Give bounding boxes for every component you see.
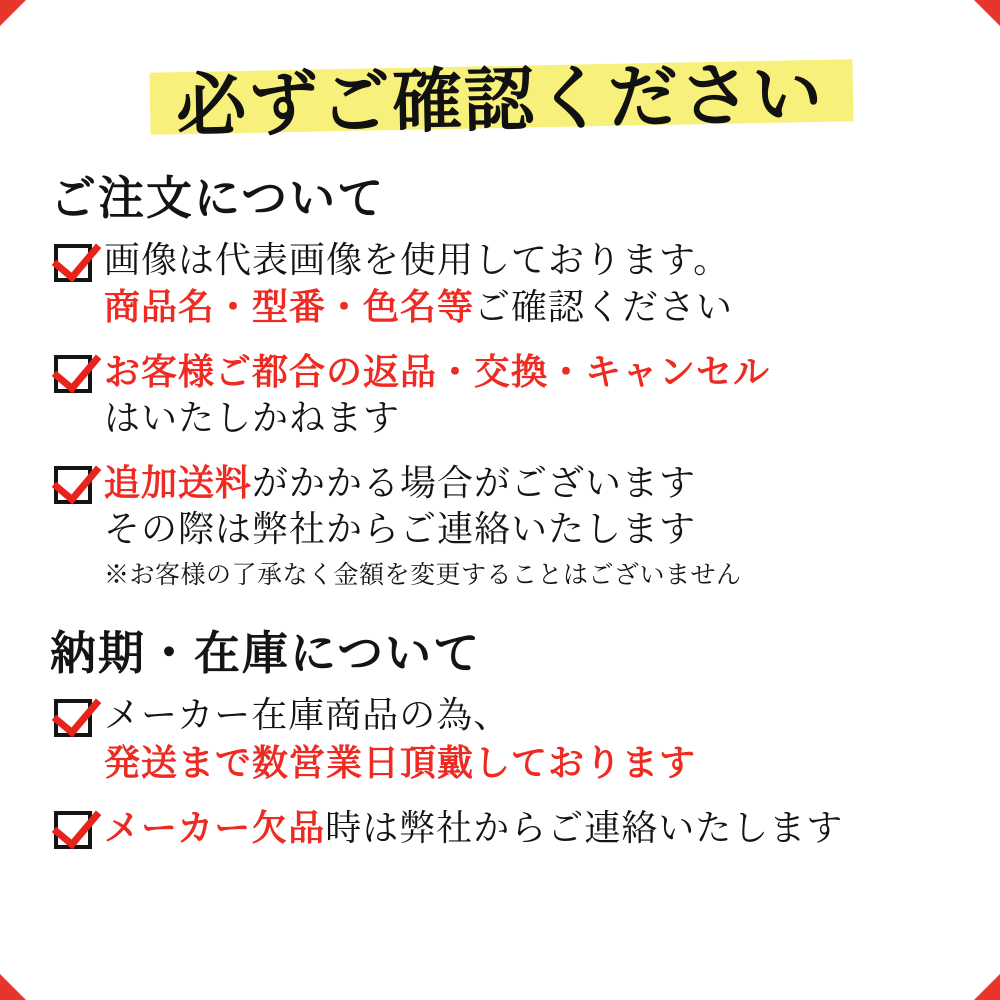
notice-line xyxy=(104,238,958,284)
notice-line xyxy=(104,349,958,396)
checkbox-checked-icon xyxy=(54,699,92,737)
page-title-banner xyxy=(42,40,958,148)
corner-accent-bottom-left xyxy=(0,974,26,1000)
notice-line xyxy=(104,740,958,787)
body-text: ご確認ください xyxy=(474,287,734,329)
body-text: 画像は代表画像を使用しております。 xyxy=(104,240,731,281)
checkbox-checked-icon xyxy=(54,466,92,504)
notice-item-text xyxy=(104,693,958,786)
notice-line xyxy=(104,460,958,507)
checkbox-checked-icon xyxy=(54,244,92,282)
body-text: 時は弊社からご連絡いたします xyxy=(325,807,844,849)
body-text: はいたしかねます xyxy=(104,398,401,440)
notice-footnote: ※お客様の了承なく金額を変更することはございません xyxy=(104,560,742,590)
notice-item xyxy=(46,805,958,852)
page-title: 必ずご確認ください xyxy=(175,51,825,147)
body-text: その際は弊社からご連絡いたします xyxy=(104,509,697,551)
emphasis-text: メーカー欠品 xyxy=(104,806,326,849)
body-text: がかかる場合がございます xyxy=(252,463,697,505)
notice-line xyxy=(104,284,958,331)
emphasis-text: 商品名・型番・色名等 xyxy=(104,286,475,329)
emphasis-text: 追加送料 xyxy=(104,462,253,505)
emphasis-text: 発送まで数営業日頂戴しております xyxy=(104,741,697,784)
notice-line xyxy=(104,507,958,553)
notice-item xyxy=(46,349,958,442)
notice-item-text xyxy=(104,238,958,331)
notice-line xyxy=(104,693,958,739)
checkbox-checked-icon xyxy=(54,355,92,393)
notice-item xyxy=(46,460,958,591)
corner-accent-top-right xyxy=(974,0,1000,26)
notice-item xyxy=(46,238,958,331)
section-heading: ご注文について xyxy=(50,171,386,225)
checkbox-checked-icon xyxy=(54,811,92,849)
notice-item-text xyxy=(104,349,958,442)
notice-sections xyxy=(42,162,958,852)
corner-accent-bottom-right xyxy=(974,974,1000,1000)
section-heading: 納期・在庫について xyxy=(50,626,482,681)
notice-item-text xyxy=(104,460,958,591)
corner-accent-top-left xyxy=(0,0,26,26)
body-text: メーカー在庫商品の為、 xyxy=(104,695,511,737)
notice-item-text xyxy=(104,805,958,852)
notice-line xyxy=(104,805,958,852)
notice-line xyxy=(104,396,958,442)
notice-item xyxy=(46,693,958,786)
emphasis-text: お客様ご都合の返品・交換・キャンセル xyxy=(104,351,771,394)
